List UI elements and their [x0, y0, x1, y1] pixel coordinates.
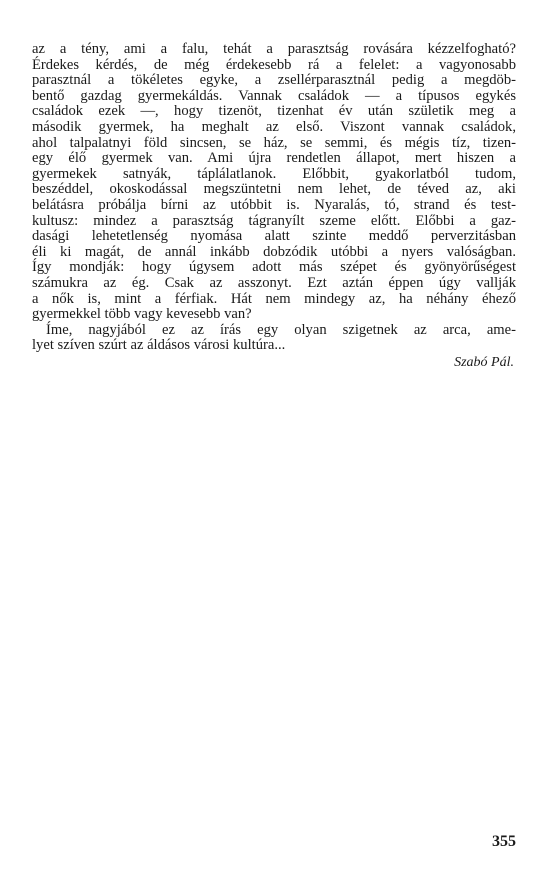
text-line: az a tény, ami a falu, tehát a parasztság rovására kézzelfogható?: [32, 41, 516, 57]
page-text-block: [32, 42, 516, 371]
text-line: kultusz: mindez a parasztság tágranyílt szeme előtt. Előbbi a gaz-: [32, 212, 516, 229]
text-line: egy élő gyermek van. Ami újra rendetlen állapot, mert hiszen a: [32, 150, 516, 167]
author-signature: Szabó Pál.: [454, 354, 514, 370]
page-number: 355: [492, 833, 516, 850]
text-line: gyermekkel több vagy kevesebb van?: [32, 306, 252, 323]
text-line: éli ki magát, de annál inkább dobzódik utóbbi a nyers valóságban.: [32, 243, 516, 260]
text-line: Íme, nagyjából ez az írás egy olyan szigetnek az arca, ame-: [46, 321, 516, 338]
text-line: ahol talpalatnyi föld sincsen, se ház, se semmi, és mégis tíz, tizen-: [32, 134, 516, 151]
paragraph-2: [32, 323, 516, 354]
text-line: beszéddel, okoskodással megszüntetni nem lehet, de téved az, aki: [32, 181, 516, 198]
text-line: családok ezek —, hogy tizenöt, tizenhat év után születik meg a: [32, 103, 516, 120]
text-line: számukra az ég. Csak az asszonyt. Ezt aztán éppen úgy vallják: [32, 274, 516, 291]
text-line: belátásra próbálja bírni az utóbbit is. Nyaralás, tó, strand és test-: [32, 196, 516, 213]
text-line: gyermekek satnyák, táplálatlanok. Előbbit, gyakorlatból tudom,: [32, 165, 516, 182]
text-line: Érdekes kérdés, de még érdekesebb rá a felelet: a vagyonosabb: [32, 56, 516, 73]
text-line: dasági lehetetlenség nyomása alatt szinte meddő perverzitásban: [32, 228, 516, 245]
text-line: Így mondják: hogy úgysem adott más szépet és gyönyörűségest: [32, 259, 516, 276]
text-line: parasztnál a tökéletes egyke, a zsellérparasztnál pedig a megdöb-: [32, 72, 516, 89]
paragraph-1: [32, 42, 516, 323]
text-line: lyet szíven szúrt az áldásos városi kultúra...: [32, 337, 286, 354]
text-line: a nők is, mint a férfiak. Hát nem mindegy az, ha néhány éhező: [32, 290, 516, 307]
text-line: második gyermek, ha meghalt az első. Viszont vannak családok,: [32, 118, 516, 135]
text-line: bentő gazdag gyermekáldás. Vannak családok — a típusos egykés: [32, 87, 516, 104]
